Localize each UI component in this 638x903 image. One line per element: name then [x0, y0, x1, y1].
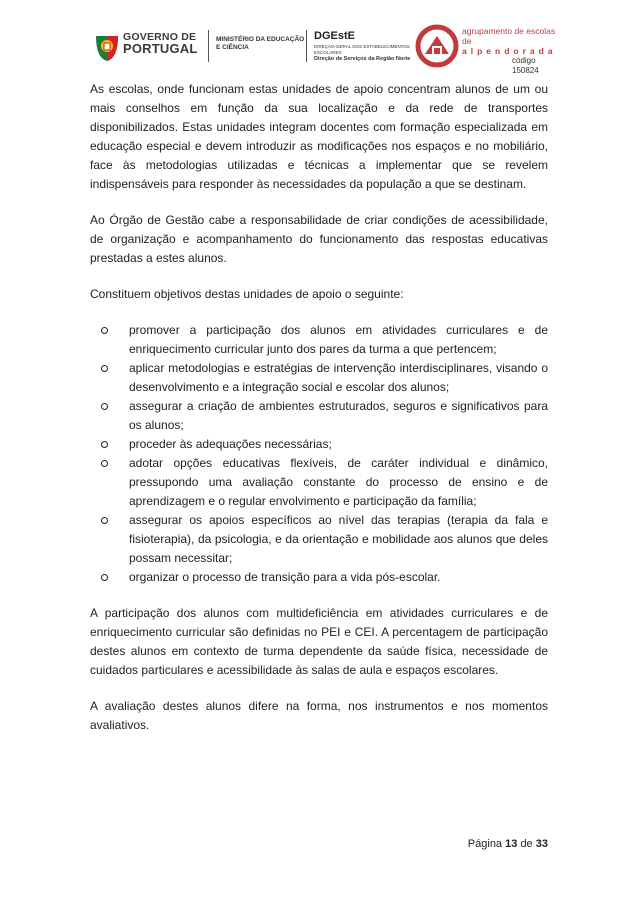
page-header: [90, 22, 560, 75]
paragraph: A participação dos alunos com multideficiência em atividades curriculares e de enriquecimento curricular são definidas no PEI e CEI. A percentagem de participação destes alunos em contexto de turma dependente da saúde física, necessidade de cuidados particulares e acessibilidade às salas de aula e espaços escolares.: [90, 606, 548, 677]
gov-line-2: PORTUGAL: [123, 41, 198, 56]
school-line-1: agrupamento de escolas de: [462, 26, 556, 46]
dgeste-subtitle: [314, 44, 414, 62]
page-footer: [468, 838, 548, 850]
document-body: [90, 80, 548, 752]
list-item: proceder às adequações necessárias;: [90, 435, 548, 454]
list-item: assegurar a criação de ambientes estruturados, seguros e significativos para os alunos;: [90, 397, 548, 435]
paragraph: Constituem objetivos destas unidades de apoio o seguinte:: [90, 287, 404, 301]
school-code: código 150824: [512, 56, 539, 75]
school-line-2: alpendorada: [462, 46, 557, 56]
page-number: 13: [505, 838, 518, 850]
of-label: de: [520, 838, 533, 850]
dgeste-title: DGEstE: [314, 30, 355, 42]
list-item: organizar o processo de transição para a vida pós-escolar.: [90, 568, 548, 587]
ministry-name: [216, 36, 304, 52]
dgeste-line-1: DIREÇÃO-GERAL DOS ESTABELECIMENTOS ESCOLARES: [314, 44, 410, 55]
header-divider: [208, 30, 209, 62]
school-name: [462, 26, 560, 76]
gov-line-1: GOVERNO DE: [123, 31, 197, 43]
objectives-list: [90, 321, 548, 587]
list-item: aplicar metodologias e estratégias de intervenção interdisciplinares, visando o desenvolvimento e a integração social e escolar dos alunos;: [90, 359, 548, 397]
paragraph: A avaliação destes alunos difere na forma, nos instrumentos e nos momentos avaliativos.: [90, 699, 548, 732]
ministry-line-1: MINISTÉRIO DA EDUCAÇÃO: [216, 36, 305, 43]
list-item: adotar opções educativas flexíveis, de caráter individual e dinâmico, pressupondo uma avaliação constante do processo de ensino e de aprendizagem e o regular envolvimento e participação da família;: [90, 454, 548, 511]
list-item: promover a participação dos alunos em atividades curriculares e de enriquecimento curricular junto dos pares da turma a que pertencem;: [90, 321, 548, 359]
dgeste-line-2: Direção de Serviços da Região Norte: [314, 56, 411, 62]
header-divider: [306, 30, 307, 62]
school-logo-icon: [415, 24, 463, 68]
paragraph: As escolas, onde funcionam estas unidades de apoio concentram alunos de um ou mais conselhos em função da sua localização e da rede de transportes disponibilizados. Estas unidades integram docentes com formação especializada em educação especial e devem introduzir as modificações nos espaços e no mobiliário, face às metodologias utilizadas e técnicas a implementar que se revelem indispensáveis para responder às necessidades da população a que se destinam.: [90, 82, 548, 191]
paragraph: Ao Órgão de Gestão cabe a responsabilidade de criar condições de acessibilidade, de organização e acompanhamento do funcionamento das respostas educativas prestadas a estes alunos.: [90, 213, 548, 265]
ministry-line-2: E CIÊNCIA: [216, 44, 249, 51]
total-pages: 33: [535, 838, 548, 850]
list-item: assegurar os apoios específicos ao nível das terapias (terapia da fala e fisioterapia), da psicologia, e da orientação e mobilidade aos alunos que deles possam necessitar;: [90, 511, 548, 568]
page-label: Página: [467, 838, 503, 850]
government-name: [123, 31, 198, 55]
portugal-emblem-icon: [94, 32, 120, 62]
governo-de-portugal-logo: [90, 28, 200, 66]
